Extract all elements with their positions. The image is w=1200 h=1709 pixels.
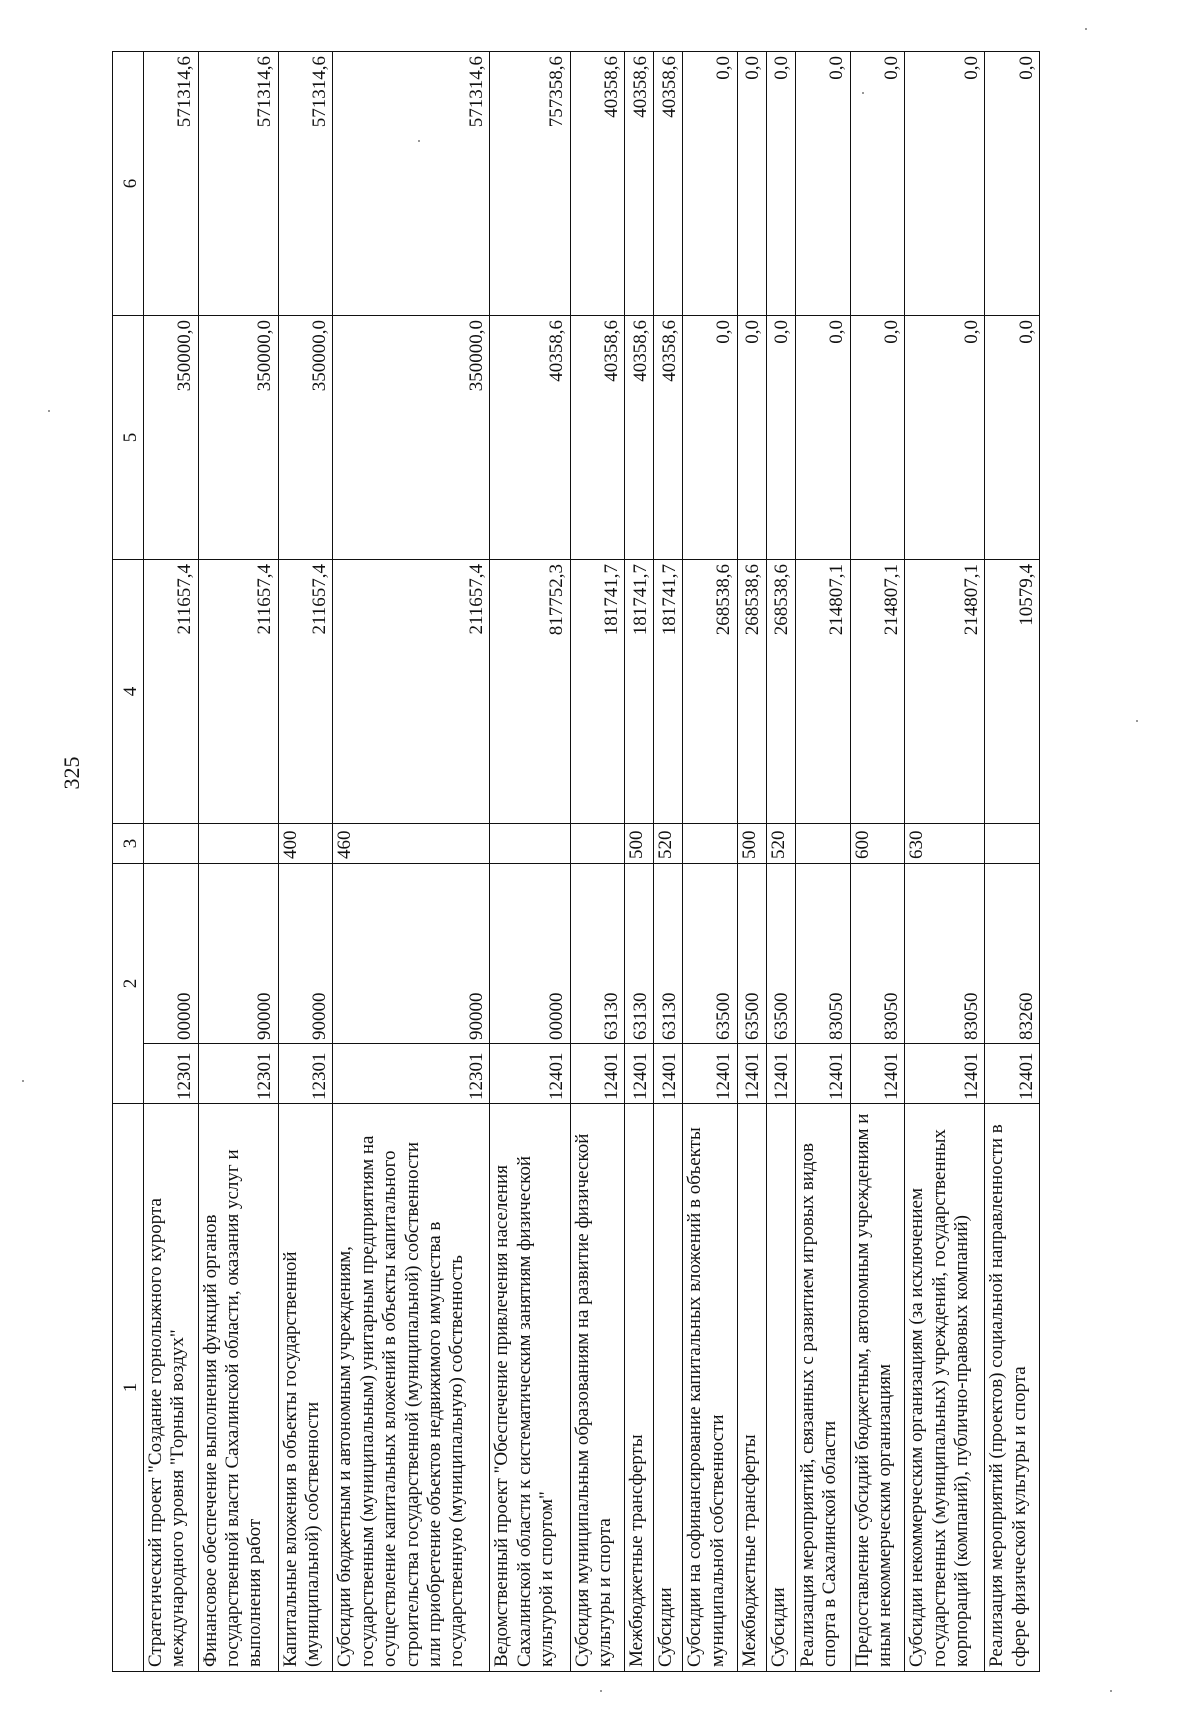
- col-header-1: 1: [113, 1104, 144, 1672]
- row-value-col5-cell: 0,0: [737, 316, 766, 560]
- row-value-col4-cell: 10579,4: [985, 560, 1040, 824]
- row-code-section-cell: 12401: [570, 1044, 625, 1104]
- row-code-section-cell: 12301: [333, 1044, 490, 1104]
- row-code-section-cell: 12401: [795, 1044, 850, 1104]
- row-value-col4-cell: 268538,6: [683, 560, 738, 824]
- row-code-section-cell: 12401: [905, 1044, 985, 1104]
- table-row: [625, 52, 654, 1672]
- row-name-cell: Предоставление субсидий бюджетным, автономным учреждениям и иным некоммерческим организациям: [850, 1104, 905, 1672]
- row-code-item-cell: 63500: [683, 864, 738, 1044]
- header-row: [113, 52, 144, 1672]
- row-value-col5-cell: 0,0: [850, 316, 905, 560]
- row-value-col6-cell: 40358,6: [625, 52, 654, 316]
- col-header-5: 5: [113, 316, 144, 560]
- row-code-item-cell: 63500: [766, 864, 795, 1044]
- row-name-cell: Субсидии бюджетным и автономным учреждениям, государственным (муниципальным) унитарным предприятиям на осуществление капитальных вложений в объекты капитального строительства государственной (муниципальной) собственности или приобретение объектов недвижимого имущества в государственную (муниципальную) собственность: [333, 1104, 490, 1672]
- row-value-col6-cell: 571314,6: [278, 52, 333, 316]
- row-value-col5-cell: 40358,6: [570, 316, 625, 560]
- row-code-section-cell: 12301: [278, 1044, 333, 1104]
- row-code-section-cell: 12401: [625, 1044, 654, 1104]
- budget-table: [112, 51, 1040, 1672]
- row-code-item-cell: 63500: [737, 864, 766, 1044]
- row-value-col4-cell: 268538,6: [766, 560, 795, 824]
- row-code-item-cell: 83050: [795, 864, 850, 1044]
- scan-speck: [1085, 28, 1087, 30]
- row-value-col6-cell: 757358,6: [490, 52, 570, 316]
- row-name-cell: Субсидии: [654, 1104, 683, 1672]
- row-code-item-cell: 63130: [654, 864, 683, 1044]
- row-code-section-cell: 12401: [766, 1044, 795, 1104]
- row-value-col4-cell: 211657,4: [198, 560, 278, 824]
- row-value-col6-cell: 0,0: [766, 52, 795, 316]
- row-name-cell: Межбюджетные трансферты: [737, 1104, 766, 1672]
- row-value-col4-cell: 211657,4: [144, 560, 199, 824]
- table-row: [570, 52, 625, 1672]
- scan-speck: [48, 410, 50, 412]
- row-value-col6-cell: 571314,6: [144, 52, 199, 316]
- row-code-item-cell: 90000: [333, 864, 490, 1044]
- table-row: [850, 52, 905, 1672]
- table-row: [985, 52, 1040, 1672]
- col-header-2: 2: [113, 864, 144, 1104]
- row-code-section-cell: 12401: [654, 1044, 683, 1104]
- row-code-item-cell: 83050: [850, 864, 905, 1044]
- row-kvr-cell: [198, 824, 278, 864]
- row-code-item-cell: 00000: [144, 864, 199, 1044]
- table-row: [144, 52, 199, 1672]
- scan-speck: [600, 1690, 602, 1692]
- col-header-3: 3: [113, 824, 144, 864]
- row-value-col5-cell: 40358,6: [654, 316, 683, 560]
- row-code-item-cell: 83260: [985, 864, 1040, 1044]
- row-name-cell: Субсидии некоммерческим организациям (за исключением государственных (муниципальных) учреждений, государственных корпораций (компаний), публично-правовых компаний): [905, 1104, 985, 1672]
- row-value-col5-cell: 350000,0: [198, 316, 278, 560]
- scan-speck: [862, 92, 864, 94]
- row-value-col6-cell: 0,0: [905, 52, 985, 316]
- row-code-section-cell: 12401: [737, 1044, 766, 1104]
- row-kvr-cell: 500: [625, 824, 654, 864]
- row-value-col5-cell: 0,0: [985, 316, 1040, 560]
- row-value-col6-cell: 0,0: [737, 52, 766, 316]
- row-value-col4-cell: 214807,1: [795, 560, 850, 824]
- row-name-cell: Субсидии: [766, 1104, 795, 1672]
- table-row: [654, 52, 683, 1672]
- row-name-cell: Реализация мероприятий (проектов) социальной направленности в сфере физической культуры и спорта: [985, 1104, 1040, 1672]
- row-value-col5-cell: 0,0: [795, 316, 850, 560]
- row-kvr-cell: 520: [654, 824, 683, 864]
- row-value-col5-cell: 350000,0: [333, 316, 490, 560]
- row-name-cell: Межбюджетные трансферты: [625, 1104, 654, 1672]
- scan-speck: [1136, 720, 1138, 722]
- row-value-col4-cell: 181741,7: [654, 560, 683, 824]
- row-code-section-cell: 12401: [683, 1044, 738, 1104]
- row-name-cell: Субсидии на софинансирование капитальных вложений в объекты муниципальной собственности: [683, 1104, 738, 1672]
- row-value-col5-cell: 40358,6: [625, 316, 654, 560]
- row-kvr-cell: 630: [905, 824, 985, 864]
- row-code-section-cell: 12301: [144, 1044, 199, 1104]
- row-code-section-cell: 12301: [198, 1044, 278, 1104]
- row-value-col4-cell: 268538,6: [737, 560, 766, 824]
- scan-speck: [22, 1080, 24, 1082]
- row-value-col6-cell: 0,0: [683, 52, 738, 316]
- row-value-col5-cell: 0,0: [905, 316, 985, 560]
- row-code-item-cell: 63130: [570, 864, 625, 1044]
- row-kvr-cell: [795, 824, 850, 864]
- row-name-cell: Капитальные вложения в объекты государственной (муниципальной) собственности: [278, 1104, 333, 1672]
- row-value-col6-cell: 0,0: [850, 52, 905, 316]
- row-code-item-cell: 90000: [278, 864, 333, 1044]
- row-kvr-cell: [985, 824, 1040, 864]
- row-code-item-cell: 63130: [625, 864, 654, 1044]
- row-value-col4-cell: 817752,3: [490, 560, 570, 824]
- row-name-cell: Ведомственный проект "Обеспечение привлечения населения Сахалинской области к систематическим занятиям физической культурой и спортом": [490, 1104, 570, 1672]
- row-value-col6-cell: 0,0: [795, 52, 850, 316]
- row-code-item-cell: 00000: [490, 864, 570, 1044]
- scan-speck: [1110, 1690, 1112, 1692]
- row-kvr-cell: 600: [850, 824, 905, 864]
- row-value-col4-cell: 214807,1: [905, 560, 985, 824]
- scan-speck: [418, 140, 420, 142]
- page-number: 325: [59, 756, 84, 790]
- row-value-col4-cell: 181741,7: [570, 560, 625, 824]
- row-name-cell: Финансовое обеспечение выполнения функций органов государственной власти Сахалинской области, оказания услуг и выполнения работ: [198, 1104, 278, 1672]
- row-code-section-cell: 12401: [985, 1044, 1040, 1104]
- table-row: [683, 52, 738, 1672]
- row-kvr-cell: 460: [333, 824, 490, 864]
- row-code-item-cell: 83050: [905, 864, 985, 1044]
- row-value-col4-cell: 211657,4: [278, 560, 333, 824]
- row-value-col6-cell: 0,0: [985, 52, 1040, 316]
- table-row: [766, 52, 795, 1672]
- row-name-cell: Субсидия муниципальным образованиям на развитие физической культуры и спорта: [570, 1104, 625, 1672]
- row-kvr-cell: 400: [278, 824, 333, 864]
- row-kvr-cell: [490, 824, 570, 864]
- row-value-col4-cell: 181741,7: [625, 560, 654, 824]
- row-name-cell: Реализация мероприятий, связанных с развитием игровых видов спорта в Сахалинской области: [795, 1104, 850, 1672]
- row-value-col5-cell: 40358,6: [490, 316, 570, 560]
- table-row: [490, 52, 570, 1672]
- table-row: [795, 52, 850, 1672]
- row-value-col6-cell: 40358,6: [570, 52, 625, 316]
- table-row: [278, 52, 333, 1672]
- table-row: [737, 52, 766, 1672]
- table-row: [905, 52, 985, 1672]
- row-value-col5-cell: 350000,0: [144, 316, 199, 560]
- row-value-col6-cell: 571314,6: [198, 52, 278, 316]
- row-value-col4-cell: 211657,4: [333, 560, 490, 824]
- row-kvr-cell: 500: [737, 824, 766, 864]
- col-header-4: 4: [113, 560, 144, 824]
- row-code-item-cell: 90000: [198, 864, 278, 1044]
- row-code-section-cell: 12401: [850, 1044, 905, 1104]
- row-kvr-cell: 520: [766, 824, 795, 864]
- table-row: [198, 52, 278, 1672]
- row-value-col6-cell: 40358,6: [654, 52, 683, 316]
- row-value-col6-cell: 571314,6: [333, 52, 490, 316]
- col-header-6: 6: [113, 52, 144, 316]
- row-name-cell: Стратегический проект "Создание горнолыжного курорта международного уровня "Горный воздух": [144, 1104, 199, 1672]
- row-kvr-cell: [144, 824, 199, 864]
- table-row: [333, 52, 490, 1672]
- row-kvr-cell: [683, 824, 738, 864]
- row-kvr-cell: [570, 824, 625, 864]
- row-value-col5-cell: 0,0: [683, 316, 738, 560]
- row-value-col5-cell: 350000,0: [278, 316, 333, 560]
- row-value-col5-cell: 0,0: [766, 316, 795, 560]
- row-code-section-cell: 12401: [490, 1044, 570, 1104]
- row-value-col4-cell: 214807,1: [850, 560, 905, 824]
- budget-table-sheet: [112, 52, 1040, 1672]
